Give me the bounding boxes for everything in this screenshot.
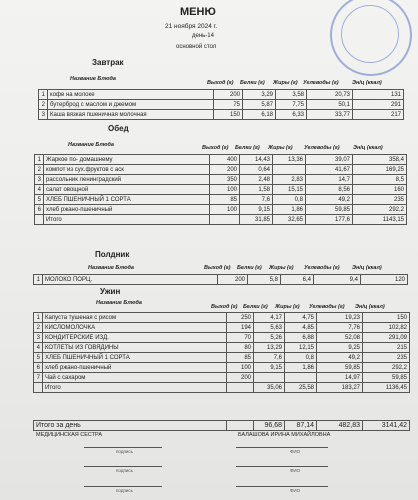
row-index: 3 bbox=[39, 110, 48, 120]
dinner-col-carbs: Углеводы (г) bbox=[309, 304, 345, 310]
dish-energy: 102,82 bbox=[363, 323, 410, 333]
snack-col-output: Выход (г) bbox=[204, 265, 231, 271]
dish-energy: 59,85 bbox=[363, 373, 410, 383]
dish-fats: 6,33 bbox=[276, 110, 307, 120]
dish-output: 250 bbox=[227, 313, 254, 323]
dish-fats: 13,36 bbox=[273, 155, 306, 165]
dish-energy: 291,09 bbox=[363, 333, 410, 343]
breakfast-col-output: Выход (г) bbox=[207, 80, 234, 86]
dish-name: Каша вязкая пшеничная молочная bbox=[48, 110, 214, 120]
dish-proteins: 9,15 bbox=[254, 363, 285, 373]
dish-output: 194 bbox=[227, 323, 254, 333]
dinner-row bbox=[34, 373, 410, 383]
dish-energy: 235 bbox=[363, 353, 410, 363]
dish-name: Жаркое по- домашнему bbox=[44, 155, 210, 165]
dish-fats: 6,88 bbox=[285, 333, 317, 343]
lunch-row bbox=[35, 195, 407, 205]
dinner-row bbox=[34, 333, 410, 343]
lunch-row bbox=[35, 155, 407, 165]
day-total-label: Итого за день bbox=[34, 421, 227, 431]
day-total-carbs: 482,83 bbox=[317, 421, 363, 431]
breakfast-row bbox=[39, 110, 404, 120]
dish-carbs: 41,67 bbox=[306, 165, 353, 175]
sign-label-2: подпись bbox=[116, 468, 134, 473]
dish-proteins: 4,17 bbox=[254, 313, 285, 323]
dish-fats: 1,86 bbox=[273, 205, 306, 215]
dish-carbs: 50,1 bbox=[307, 100, 353, 110]
snack-col-fats: Жиры (г) bbox=[269, 265, 294, 271]
dish-name: МОЛОКО ПОРЦ. bbox=[43, 275, 218, 285]
fio-line-2 bbox=[236, 466, 328, 467]
dish-carbs: 33,77 bbox=[307, 110, 353, 120]
dish-carbs: 49,2 bbox=[306, 195, 353, 205]
dish-energy: 8,5 bbox=[353, 175, 407, 185]
dish-output: 100 bbox=[227, 363, 254, 373]
day-total-fats: 87,14 bbox=[285, 421, 317, 431]
dish-name: КИСЛОМОЛОЧКА bbox=[43, 323, 227, 333]
breakfast-row bbox=[39, 90, 404, 100]
row-index: 2 bbox=[34, 323, 43, 333]
dish-carbs: 39,07 bbox=[306, 155, 353, 165]
dish-name: Чай с сахаром bbox=[43, 373, 227, 383]
dish-proteins: 13,29 bbox=[254, 343, 285, 353]
dish-fats: 4,85 bbox=[285, 323, 317, 333]
dish-name: салат овощной bbox=[44, 185, 210, 195]
snack-title: Полдник bbox=[95, 250, 130, 259]
dish-carbs: 8,56 bbox=[306, 185, 353, 195]
row-index: 4 bbox=[34, 343, 43, 353]
breakfast-col-energy: Эн/ц (ккал) bbox=[352, 80, 382, 86]
menu-day: день-14 bbox=[192, 33, 214, 39]
dish-proteins: 14,43 bbox=[240, 155, 273, 165]
lunch-row bbox=[35, 175, 407, 185]
sign-line-3 bbox=[84, 486, 162, 487]
fio-label-3: ФИО bbox=[290, 488, 301, 493]
dish-proteins bbox=[254, 373, 285, 383]
dish-carbs: 59,85 bbox=[317, 363, 363, 373]
dish-carbs: 49,2 bbox=[317, 353, 363, 363]
dinner-col-energy: Эн/ц (ккал) bbox=[355, 304, 385, 310]
dish-energy: 120 bbox=[361, 275, 408, 285]
lunch-row bbox=[35, 205, 407, 215]
dinner-row bbox=[34, 353, 410, 363]
row-index: 6 bbox=[34, 363, 43, 373]
dish-output: 100 bbox=[210, 185, 240, 195]
dish-carbs: 9,25 bbox=[317, 343, 363, 353]
row-index: 1 bbox=[34, 313, 43, 323]
lunch-title: Обед bbox=[108, 124, 129, 133]
dish-name: кофе на молоке bbox=[48, 90, 214, 100]
dish-fats: 0,8 bbox=[273, 195, 306, 205]
lunch-col-energy: Эн/ц (ккал) bbox=[353, 145, 383, 151]
dish-output: 350 bbox=[210, 175, 240, 185]
row-index: 4 bbox=[35, 185, 44, 195]
row-index bbox=[35, 215, 44, 225]
dinner-row bbox=[34, 363, 410, 373]
dish-name: КОНДИТЕРСКИЕ ИЗД. bbox=[43, 333, 227, 343]
sign-label-3: подпись bbox=[116, 488, 134, 493]
fio-label-2: ФИО bbox=[290, 468, 301, 473]
dinner-row bbox=[34, 343, 410, 353]
dish-fats: 3,58 bbox=[276, 90, 307, 100]
lunch-col-fats: Жиры (г) bbox=[268, 145, 293, 151]
dish-fats: 15,15 bbox=[273, 185, 306, 195]
dish-energy: 292,2 bbox=[363, 363, 410, 373]
dinner-col-output: Выход (г) bbox=[211, 304, 238, 310]
dish-name: хлеб ржано-пшеничный bbox=[43, 363, 227, 373]
menu-type: основной стол bbox=[176, 44, 217, 50]
snack-table bbox=[33, 274, 408, 285]
total-fats: 32,65 bbox=[273, 215, 306, 225]
total-energy: 1136,45 bbox=[363, 383, 410, 393]
snack-col-carbs: Углеводы (г) bbox=[304, 265, 340, 271]
dish-carbs: 59,85 bbox=[306, 205, 353, 215]
day-total-row bbox=[34, 421, 410, 431]
lunch-total-row bbox=[35, 215, 407, 225]
round-stamp bbox=[330, 0, 412, 76]
row-index: 5 bbox=[35, 195, 44, 205]
dish-fats: 1,86 bbox=[285, 363, 317, 373]
snack-col-energy: Эн/ц (ккал) bbox=[352, 265, 382, 271]
dish-proteins: 7,6 bbox=[254, 353, 285, 363]
dish-name: компот из сух.фруктов с аск bbox=[44, 165, 210, 175]
day-total-energy: 3141,42 bbox=[363, 421, 410, 431]
dish-name: рассольник ленинградский bbox=[44, 175, 210, 185]
dish-carbs: 9,4 bbox=[314, 275, 361, 285]
dish-fats: 0,8 bbox=[285, 353, 317, 363]
dish-fats: 6,4 bbox=[281, 275, 314, 285]
breakfast-col-proteins: Белки (г) bbox=[240, 80, 265, 86]
dish-name: Капуста тушеная с рисом bbox=[43, 313, 227, 323]
row-index: 2 bbox=[35, 165, 44, 175]
snack-col-name: Название Блюда bbox=[88, 265, 134, 271]
dish-name: КОТЛЕТЫ ИЗ ГОВЯДИНЫ bbox=[43, 343, 227, 353]
dish-carbs: 7,76 bbox=[317, 323, 363, 333]
row-index: 1 bbox=[34, 275, 43, 285]
row-index: 5 bbox=[34, 353, 43, 363]
menu-date: 21 ноября 2024 г. bbox=[165, 23, 217, 30]
dinner-title: Ужин bbox=[100, 287, 121, 296]
dish-proteins: 7,6 bbox=[240, 195, 273, 205]
dish-output: 85 bbox=[210, 195, 240, 205]
total-carbs: 183,27 bbox=[317, 383, 363, 393]
dish-name: ХЛЕБ ПШЕНИЧНЫЙ 1 СОРТА bbox=[44, 195, 210, 205]
dish-output: 200 bbox=[227, 373, 254, 383]
dish-fats: 12,15 bbox=[285, 343, 317, 353]
row-index: 6 bbox=[35, 205, 44, 215]
dish-energy: 235 bbox=[353, 195, 407, 205]
snack-col-proteins: Белки (г) bbox=[237, 265, 262, 271]
row-index: 2 bbox=[39, 100, 48, 110]
fio-label-1: ФИО bbox=[290, 449, 301, 454]
total-label: Итого bbox=[43, 383, 227, 393]
dish-energy: 215 bbox=[363, 343, 410, 353]
dish-output: 200 bbox=[214, 90, 243, 100]
dinner-col-name: Название Блюда bbox=[96, 300, 142, 306]
dinner-row bbox=[34, 323, 410, 333]
dinner-row bbox=[34, 313, 410, 323]
menu-title: МЕНЮ bbox=[180, 6, 216, 18]
dish-output: 150 bbox=[214, 110, 243, 120]
dish-carbs: 20,73 bbox=[307, 90, 353, 100]
dish-name: ХЛЕБ ПШЕНИЧНЫЙ 1 СОРТА bbox=[43, 353, 227, 363]
dinner-col-proteins: Белки (г) bbox=[243, 304, 268, 310]
dish-proteins: 5,63 bbox=[254, 323, 285, 333]
row-index: 1 bbox=[35, 155, 44, 165]
total-fats: 25,58 bbox=[285, 383, 317, 393]
dish-proteins: 3,29 bbox=[243, 90, 276, 100]
lunch-row bbox=[35, 165, 407, 175]
signature-right-name: БАЛАШОВА ИРИНА МИХАЙЛОВНА bbox=[238, 432, 331, 438]
breakfast-col-carbs: Углеводы (г) bbox=[303, 80, 339, 86]
dish-proteins: 5,26 bbox=[254, 333, 285, 343]
row-index: 3 bbox=[35, 175, 44, 185]
dish-fats: 4,75 bbox=[285, 313, 317, 323]
dish-energy: 217 bbox=[353, 110, 404, 120]
dish-proteins: 2,48 bbox=[240, 175, 273, 185]
dish-proteins: 6,18 bbox=[243, 110, 276, 120]
dish-energy: 292,2 bbox=[353, 205, 407, 215]
dish-energy: 150 bbox=[363, 313, 410, 323]
dish-output: 75 bbox=[214, 100, 243, 110]
dinner-table bbox=[33, 312, 410, 393]
dish-output: 200 bbox=[218, 275, 248, 285]
sign-line-2 bbox=[84, 466, 162, 467]
sign-line-1 bbox=[84, 447, 162, 448]
day-total-table bbox=[33, 420, 410, 431]
row-index bbox=[34, 383, 43, 393]
breakfast-row bbox=[39, 100, 404, 110]
dish-energy: 131 bbox=[353, 90, 404, 100]
lunch-col-proteins: Белки (г) bbox=[235, 145, 260, 151]
snack-row bbox=[34, 275, 408, 285]
total-proteins: 31,85 bbox=[240, 215, 273, 225]
lunch-col-name: Название Блюда bbox=[68, 142, 114, 148]
dish-output: 200 bbox=[210, 165, 240, 175]
dish-proteins: 9,15 bbox=[240, 205, 273, 215]
breakfast-table bbox=[38, 89, 404, 120]
lunch-table bbox=[34, 154, 407, 225]
dish-output: 100 bbox=[210, 205, 240, 215]
dish-name: хлеб ржано-пшеничный bbox=[44, 205, 210, 215]
day-total-proteins: 96,68 bbox=[254, 421, 285, 431]
dish-energy: 291 bbox=[353, 100, 404, 110]
dish-proteins: 1,58 bbox=[240, 185, 273, 195]
fio-line-1 bbox=[236, 447, 328, 448]
dish-proteins: 5,87 bbox=[243, 100, 276, 110]
total-proteins: 35,06 bbox=[254, 383, 285, 393]
dish-carbs: 14,97 bbox=[317, 373, 363, 383]
lunch-col-output: Выход (г) bbox=[202, 145, 229, 151]
dinner-col-fats: Жиры (г) bbox=[275, 304, 300, 310]
dish-fats bbox=[285, 373, 317, 383]
dish-energy: 358,4 bbox=[353, 155, 407, 165]
total-output bbox=[210, 215, 240, 225]
total-label: Итого bbox=[44, 215, 210, 225]
lunch-col-carbs: Углеводы (г) bbox=[304, 145, 340, 151]
dish-fats: 7,75 bbox=[276, 100, 307, 110]
sign-label-1: подпись bbox=[116, 449, 134, 454]
dish-output: 80 bbox=[227, 343, 254, 353]
dish-carbs: 19,23 bbox=[317, 313, 363, 323]
fio-line-3 bbox=[236, 486, 328, 487]
dish-name: бутерброд с маслом и джемом bbox=[48, 100, 214, 110]
dish-energy: 169,25 bbox=[353, 165, 407, 175]
row-index: 7 bbox=[34, 373, 43, 383]
breakfast-col-fats: Жиры (г) bbox=[273, 80, 298, 86]
dish-output: 70 bbox=[227, 333, 254, 343]
dish-fats bbox=[273, 165, 306, 175]
signature-left-title: МЕДИЦИНСКАЯ СЕСТРА bbox=[36, 432, 103, 438]
breakfast-title: Завтрак bbox=[92, 58, 124, 67]
dish-output: 85 bbox=[227, 353, 254, 363]
total-output bbox=[227, 383, 254, 393]
dinner-total-row bbox=[34, 383, 410, 393]
dish-carbs: 52,08 bbox=[317, 333, 363, 343]
row-index: 3 bbox=[34, 333, 43, 343]
breakfast-col-name: Название Блюда bbox=[70, 76, 116, 82]
dish-fats: 2,83 bbox=[273, 175, 306, 185]
lunch-row bbox=[35, 185, 407, 195]
total-carbs: 177,6 bbox=[306, 215, 353, 225]
dish-carbs: 14,7 bbox=[306, 175, 353, 185]
dish-output: 400 bbox=[210, 155, 240, 165]
dish-proteins: 0,64 bbox=[240, 165, 273, 175]
dish-proteins: 5,8 bbox=[248, 275, 281, 285]
row-index: 1 bbox=[39, 90, 48, 100]
dish-energy: 160 bbox=[353, 185, 407, 195]
total-energy: 1143,15 bbox=[353, 215, 407, 225]
